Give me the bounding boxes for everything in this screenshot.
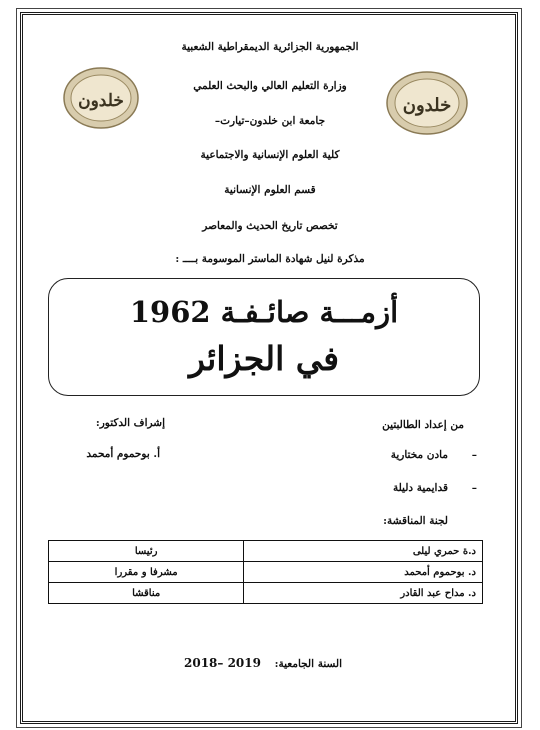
jury-member-role: رئيسا — [49, 541, 244, 562]
department-name: قسم العلوم الإنسانية — [224, 184, 316, 196]
university-name: جامعة ابن خلدون–تيارت– — [214, 115, 326, 127]
ministry-name: وزارة التعليم العالي والبحث العلمي — [193, 80, 347, 92]
specialty-name: تخصص تاريخ الحديث والمعاصر — [202, 220, 338, 232]
jury-member-name: د.ة حمري ليلى — [244, 541, 483, 562]
table-row — [49, 583, 483, 604]
thesis-title-line1: أزمـــة صائـفـة 1962 — [129, 295, 399, 329]
faculty-name: كلية العلوم الإنسانية والاجتماعية — [200, 149, 340, 161]
svg-text:خلدون: خلدون — [402, 95, 452, 116]
supervisor-name: أ. بوحموم أمحمد — [86, 448, 160, 460]
jury-heading: لجنة المناقشة: — [383, 515, 448, 527]
jury-table — [48, 540, 483, 604]
svg-text:خلدون: خلدون — [78, 91, 124, 111]
table-row — [49, 562, 483, 583]
supervisor-heading: إشراف الدكتور: — [95, 417, 165, 429]
jury-member-name: د. بوحموم أمحمد — [244, 562, 483, 583]
academic-year-label: السنة الجامعية: — [274, 658, 342, 670]
student-name-2: قدايمية دليلة — [392, 482, 448, 494]
jury-member-role: مناقشا — [49, 583, 244, 604]
jury-member-name: د. مداح عبد القادر — [244, 583, 483, 604]
student-name-1: مادن مختارية — [390, 449, 448, 461]
student-bullet-2: – — [471, 482, 477, 494]
memo-description: مذكرة لنيل شهادة الماستر الموسومة بــــ : — [175, 253, 365, 265]
thesis-title-line2: في الجزائر — [188, 339, 340, 378]
student-bullet-1: – — [471, 449, 477, 461]
title-box — [48, 278, 480, 396]
jury-member-role: مشرفا و مقررا — [49, 562, 244, 583]
academic-year: 2018– 2019 — [184, 656, 261, 670]
republic-name: الجمهورية الجزائرية الديمقراطية الشعبية — [181, 41, 359, 53]
table-row — [49, 541, 483, 562]
students-heading: من إعداد الطالبتين — [382, 419, 464, 431]
